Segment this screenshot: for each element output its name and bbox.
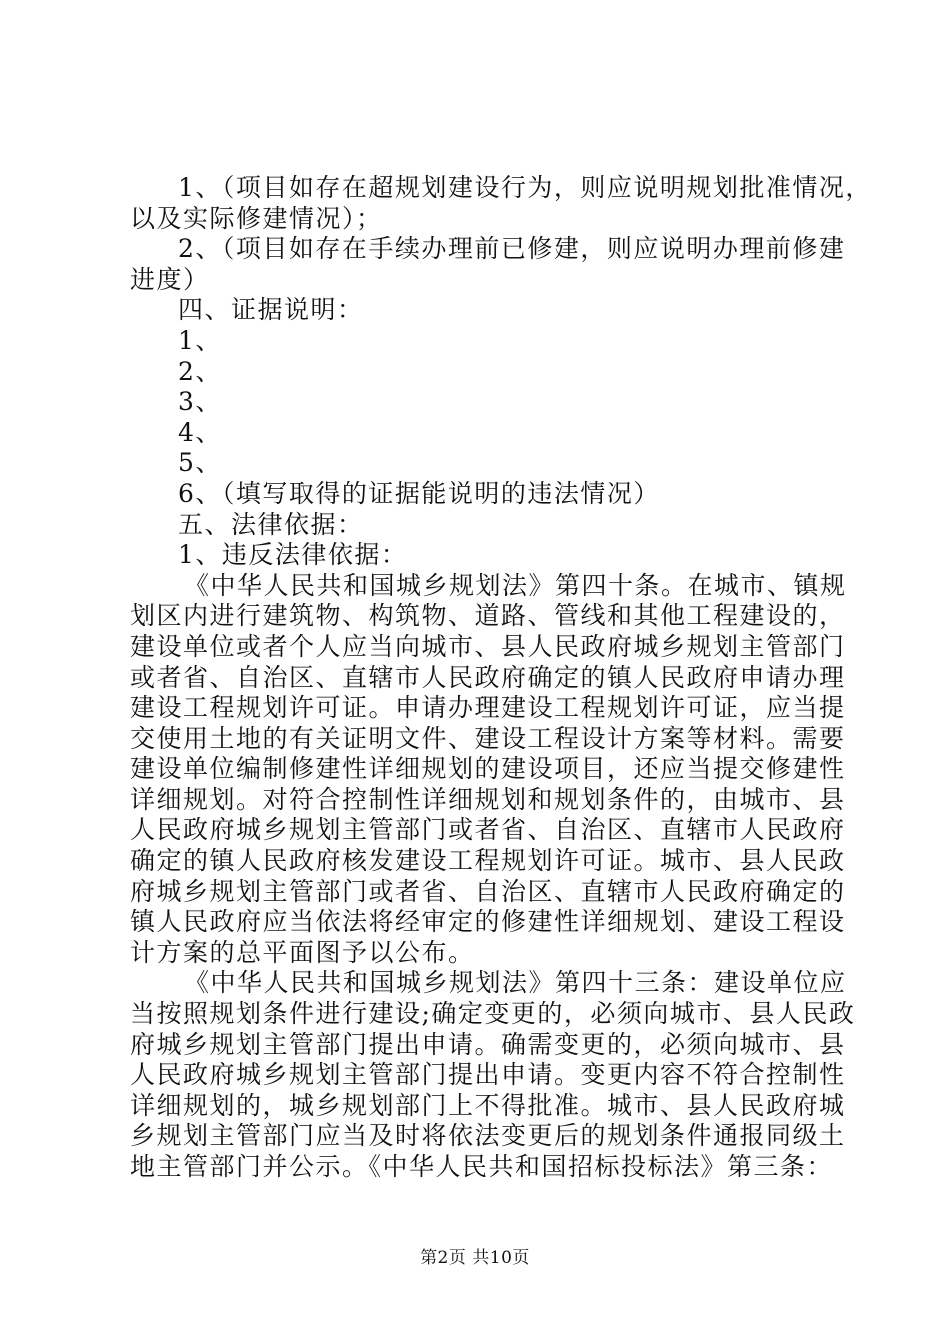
- paragraph-line: 计方案的总平面图予以公布。: [130, 937, 475, 967]
- paragraph-line: 划区内进行建筑物、构筑物、道路、管线和其他工程建设的，: [130, 601, 846, 631]
- paragraph-line: 人民政府城乡规划主管部门或者省、自治区、直辖市人民政府: [130, 815, 846, 845]
- paragraph-line: 人民政府城乡规划主管部门提出申请。变更内容不符合控制性: [130, 1060, 846, 1090]
- paragraph-line: 1、（项目如存在超规划建设行为，则应说明规划批准情况，: [178, 173, 872, 202]
- list-item: 2、: [178, 356, 222, 386]
- list-item: 1、: [178, 325, 222, 355]
- paragraph-line: 建设单位或者个人应当向城市、县人民政府城乡规划主管部门: [130, 631, 846, 661]
- paragraph-line: 进度）: [130, 264, 210, 294]
- page-number: 第2页 共10页: [420, 1248, 530, 1268]
- subsection-heading: 1、违反法律依据：: [178, 540, 408, 570]
- paragraph-line: 《中华人民共和国城乡规划法》第四十三条：建设单位应: [184, 968, 847, 998]
- paragraph-line: 府城乡规划主管部门提出申请。确需变更的，必须向城市、县: [130, 1029, 846, 1059]
- paragraph-line: 《中华人民共和国城乡规划法》第四十条。在城市、镇规: [184, 570, 847, 600]
- paragraph-line: 2、（项目如存在手续办理前已修建，则应说明办理前修建: [178, 234, 846, 264]
- paragraph-line: 详细规划的，城乡规划部门上不得批准。城市、县人民政府城: [130, 1090, 846, 1120]
- document-body: [130, 173, 872, 1183]
- list-item: 5、: [178, 448, 222, 478]
- list-item: 6、（填写取得的证据能说明的违法情况）: [178, 478, 660, 508]
- page-footer: [0, 1243, 950, 1268]
- paragraph-line: 交使用土地的有关证明文件、建设工程设计方案等材料。需要: [130, 723, 846, 753]
- paragraph-line: 以及实际修建情况）；: [130, 203, 383, 233]
- paragraph-line: 建设单位编制修建性详细规划的建设项目，还应当提交修建性: [130, 754, 846, 784]
- paragraph-line: 当按照规划条件进行建设;确定变更的，必须向城市、县人民政: [130, 999, 856, 1029]
- paragraph-line: 府城乡规划主管部门或者省、自治区、直辖市人民政府确定的: [130, 876, 846, 906]
- paragraph-line: 建设工程规划许可证。申请办理建设工程规划许可证，应当提: [130, 693, 846, 723]
- list-item: 3、: [178, 387, 222, 417]
- paragraph-line: 详细规划。对符合控制性详细规划和规划条件的，由城市、县: [130, 784, 846, 814]
- paragraph-line: 或者省、自治区、直辖市人民政府确定的镇人民政府申请办理: [130, 662, 846, 692]
- section-heading: 五、法律依据：: [178, 509, 364, 539]
- list-item: 4、: [178, 417, 222, 447]
- paragraph-line: 地主管部门并公示。《中华人民共和国招标投标法》第三条：: [130, 1152, 834, 1181]
- paragraph-line: 确定的镇人民政府核发建设工程规划许可证。城市、县人民政: [130, 846, 846, 876]
- section-heading: 四、证据说明：: [178, 295, 364, 325]
- paragraph-line: 镇人民政府应当依法将经审定的修建性详细规划、建设工程设: [130, 907, 846, 937]
- paragraph-line: 乡规划主管部门应当及时将依法变更后的规划条件通报同级土: [130, 1121, 846, 1151]
